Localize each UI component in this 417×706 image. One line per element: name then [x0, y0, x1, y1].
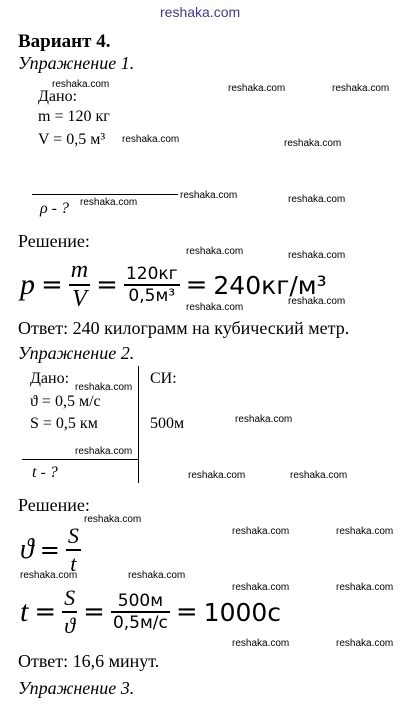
ex1-formula-eq3: =	[185, 270, 208, 300]
watermark: reshaka.com	[232, 526, 290, 537]
watermark: reshaka.com	[188, 470, 246, 481]
ex1-given-divider	[32, 194, 178, 195]
watermark: reshaka.com	[128, 570, 186, 581]
ex2-formula1-lhs: ϑ	[20, 534, 34, 565]
watermark: reshaka.com	[336, 638, 394, 649]
watermark: reshaka.com	[186, 246, 244, 257]
ex2-formula2-result: 1000с	[203, 597, 282, 627]
variant-title: Вариант 4.	[18, 31, 111, 52]
watermark: reshaka.com	[122, 134, 180, 145]
ex2-fraction2-den: ϑ	[62, 611, 77, 639]
ex1-formula-eq2: =	[96, 270, 118, 300]
watermark: reshaka.com	[20, 570, 78, 581]
ex1-answer: Ответ: 240 килограмм на кубический метр.	[18, 318, 350, 338]
ex2-solution-label: Решение:	[18, 495, 90, 515]
ex2-si-divider	[138, 366, 139, 483]
ex2-find: t - ?	[32, 464, 58, 481]
ex2-si-label: СИ:	[150, 370, 177, 387]
ex1-given-label: Дано:	[38, 88, 78, 105]
watermark: reshaka.com	[75, 446, 133, 457]
ex2-formula2-lhs: t	[20, 595, 29, 628]
ex2-fraction-values-den: 0,5м/с	[112, 613, 168, 633]
ex2-fraction-values-num: 500м	[117, 591, 164, 611]
ex2-formula1-eq: =	[39, 536, 60, 564]
ex1-given-volume: V = 0,5 м³	[38, 131, 106, 148]
watermark: reshaka.com	[332, 83, 390, 94]
watermark: reshaka.com	[290, 470, 348, 481]
ex2-fraction-s-over-v	[62, 585, 77, 639]
ex1-find: ρ - ?	[40, 200, 70, 217]
watermark: reshaka.com	[186, 302, 244, 313]
ex1-formula-result: 240кг/м³	[213, 270, 327, 300]
ex2-given-divider	[22, 459, 138, 460]
ex1-solution-label: Решение:	[18, 231, 90, 251]
ex2-fraction-values	[111, 591, 170, 633]
watermark: reshaka.com	[336, 582, 394, 593]
ex1-fraction-values-num: 120кг	[125, 264, 178, 284]
watermark: reshaka.com	[52, 79, 110, 90]
exercise-2-title: Упражнение 2.	[18, 343, 135, 363]
watermark: reshaka.com	[180, 190, 238, 201]
watermark: reshaka.com	[80, 197, 138, 208]
ex2-fraction2-num: S	[64, 585, 76, 610]
ex1-fraction-values-den: 0,5м³	[124, 284, 180, 306]
ex2-given-distance: S = 0,5 км	[30, 415, 98, 432]
exercise-3-title: Упражнение 3.	[18, 678, 135, 698]
watermark: reshaka.com	[336, 526, 394, 537]
ex1-fraction-den: V	[69, 284, 90, 313]
ex1-formula	[20, 258, 327, 312]
watermark: reshaka.com	[288, 250, 346, 261]
ex2-fraction-s-over-t	[66, 523, 81, 577]
ex2-given-speed: ϑ = 0,5 м/с	[30, 393, 101, 410]
ex1-fraction-num: m	[70, 257, 89, 283]
watermark: reshaka.com	[75, 382, 133, 393]
ex2-given-label: Дано:	[30, 370, 70, 387]
watermark-top: reshaka.com	[160, 4, 241, 20]
ex2-formula2-eq1: =	[34, 597, 57, 627]
watermark: reshaka.com	[84, 514, 142, 525]
watermark: reshaka.com	[232, 582, 290, 593]
watermark: reshaka.com	[232, 638, 290, 649]
ex2-fraction1-num: S	[67, 523, 79, 548]
ex2-fraction1-den: t	[66, 549, 81, 577]
watermark: reshaka.com	[235, 414, 293, 425]
ex2-answer: Ответ: 16,6 минут.	[18, 651, 160, 671]
ex1-formula-lhs: p	[20, 268, 35, 301]
exercise-1-title: Упражнение 1.	[18, 53, 135, 73]
ex2-formula-2	[20, 583, 281, 641]
watermark: reshaka.com	[288, 194, 346, 205]
ex1-formula-eq1: =	[41, 270, 63, 300]
ex1-fraction-m-over-v	[69, 257, 90, 313]
ex2-si-value: 500м	[150, 415, 185, 432]
watermark: reshaka.com	[288, 296, 346, 307]
watermark: reshaka.com	[284, 138, 342, 149]
ex2-formula2-eq3: =	[175, 597, 198, 627]
ex2-formula2-eq2: =	[83, 597, 105, 627]
ex2-formula-1	[20, 524, 81, 576]
watermark: reshaka.com	[228, 83, 286, 94]
ex1-given-mass: m = 120 кг	[38, 108, 110, 125]
ex1-fraction-values	[124, 264, 180, 306]
